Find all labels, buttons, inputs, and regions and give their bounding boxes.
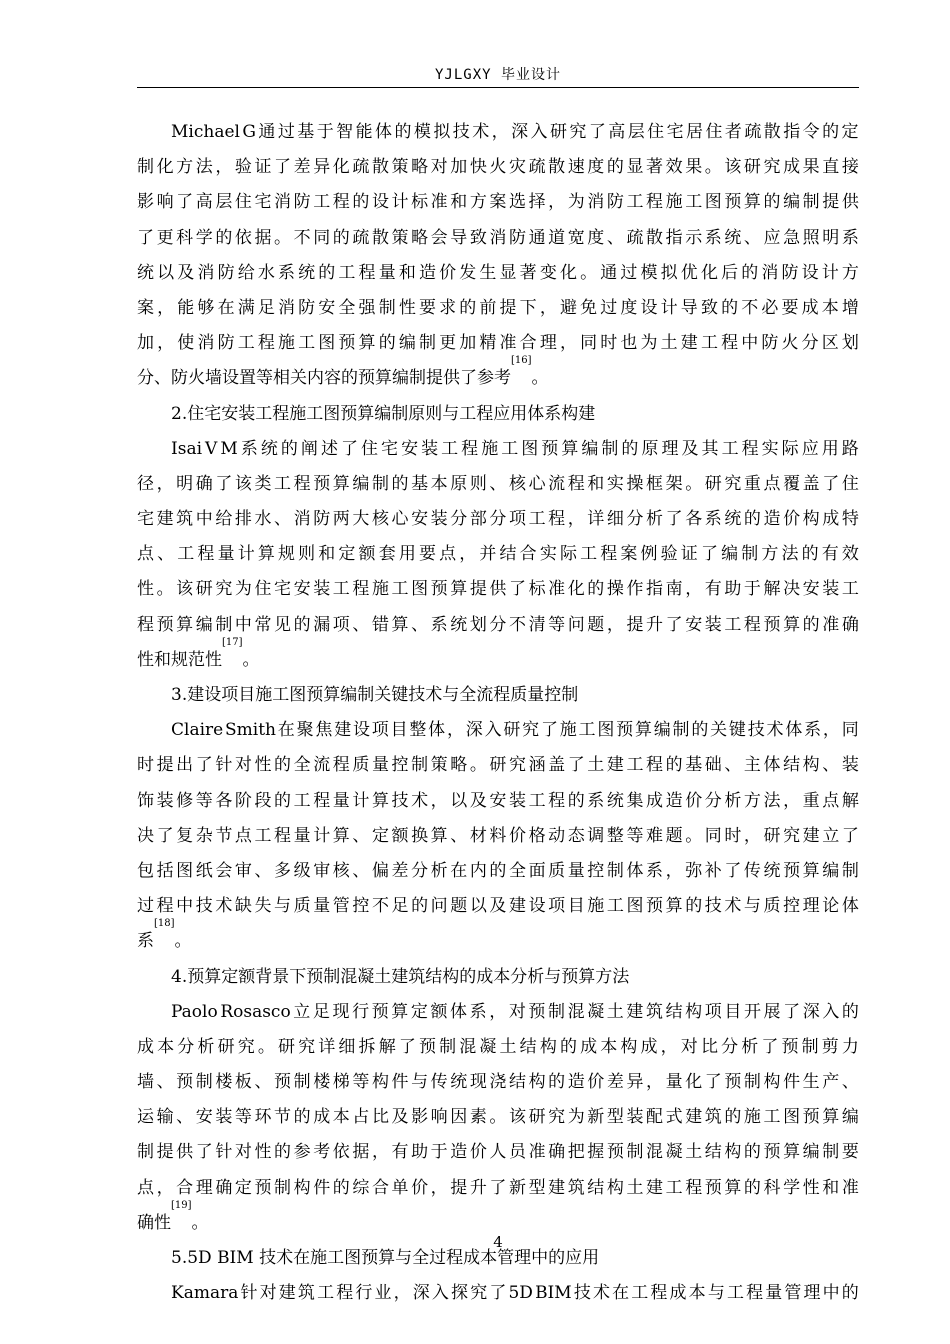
text-line: 2.住宅安装工程施工图预算编制原则与工程应用体系构建 [171, 403, 596, 424]
text-line: 案 ， 能 够 在 满 足 消 防 安 全 强 制 性 要 求 的 前 提 下 ， 避 免 过 度 设 计 导 致 的 不 必 要 成 本 增 [137, 297, 859, 318]
text-line: 制 提 供 了 针 对 性 的 参 考 依 据 ， 有 助 于 造 价 人 员 准 确 把 握 预 制 混 凝 土 结 构 的 预 算 编 制 要 [137, 1142, 859, 1163]
text-line: 影 响 了 高 层 住 宅 消 防 工 程 的 设 计 标 准 和 方 案 选 择 ， 为 消 防 工 程 施 工 图 预 算 的 编 制 提 供 [137, 192, 859, 213]
text-line: 统 以 及 消 防 给 水 系 统 的 工 程 量 和 造 价 发 生 显 著 变 化 。 通 过 模 拟 优 化 后 的 消 防 设 计 方 [137, 262, 859, 283]
text-line: Paolo Rosasco 立 足 现 行 预 算 定 额 体 系 ， 对 预 制 混 凝 土 建 筑 结 构 项 目 开 展 了 深 入 的 [171, 1001, 859, 1022]
citation-ref: [16] [511, 355, 532, 367]
citation-ref: [18] [154, 918, 175, 930]
text-line: 程 预 算 编 制 中 常 见 的 漏 项 、 错 算 、 系 统 划 分 不 清 等 问 题 ， 提 升 了 安 装 工 程 预 算 的 准 确 [137, 614, 859, 635]
text-line: 点 ， 合 理 确 定 预 制 构 件 的 综 合 单 价 ， 提 升 了 新 型 建 筑 结 构 土 建 工 程 预 算 的 科 学 性 和 准 [137, 1177, 859, 1198]
text-line: 5.5D BIM 技术在施工图预算与全过程成本管理中的应用 [171, 1248, 600, 1268]
text-line: 墙 、 预 制 楼 板 、 预 制 楼 梯 等 构 件 与 传 统 现 浇 结 构 的 造 价 差 异 ， 量 化 了 预 制 构 件 生 产 、 [137, 1072, 859, 1093]
citation-ref: [17] [222, 636, 243, 648]
text-line: Claire Smith 在 聚 焦 建 设 项 目 整 体 ， 深 入 研 究 了 施 工 图 预 算 编 制 的 关 键 技 术 体 系 ， 同 [171, 720, 859, 741]
text-line: 加 ， 使 消 防 工 程 施 工 图 预 算 的 编 制 更 加 精 准 合 理 ， 同 时 也 为 土 建 工 程 中 防 火 分 区 划 [137, 333, 859, 354]
text-line: Michael G 通 过 基 于 智 能 体 的 模 拟 技 术 ， 深 入 研 究 了 高 层 住 宅 居 住 者 疏 散 指 令 的 定 [171, 122, 859, 142]
running-header: YJLGXY 毕业设计 [434, 67, 561, 83]
text-line: 性和规范性 [17] 。 [137, 643, 859, 678]
text-line: 决 了 复 杂 节 点 工 程 量 计 算 、 定 额 换 算 、 材 料 价 格 动 态 调 整 等 难 题 。 同 时 ， 研 究 建 立 了 [137, 825, 859, 846]
text-line: 运 输 、 安 装 等 环 节 的 成 本 占 比 及 影 响 因 素 。 该 研 究 为 新 型 装 配 式 建 筑 的 施 工 图 预 算 编 [137, 1107, 859, 1128]
header-rule [137, 87, 859, 88]
text-line: 饰 装 修 等 各 阶 段 的 工 程 量 计 算 技 术 ， 以 及 安 装 工 程 的 系 统 集 成 造 价 分 析 方 法 ， 重 点 解 [137, 790, 859, 811]
text-line: 时 提 出 了 针 对 性 的 全 流 程 质 量 控 制 策 略 。 研 究 涵 盖 了 土 建 工 程 的 基 础 、 主 体 结 构 、 装 [137, 755, 859, 776]
text-line: 分、防火墙设置等相关内容的预算编制提供了参考 [16] 。 [137, 361, 859, 396]
text-line: 宅 建 筑 中 给 排 水 、 消 防 两 大 核 心 安 装 分 部 分 项 工 程 ， 详 细 分 析 了 各 系 统 的 造 价 构 成 特 [137, 509, 859, 530]
citation-ref: [19] [171, 1199, 192, 1211]
text-line: Kamara 针 对 建 筑 工 程 行 业 ， 深 入 探 究 了 5D BIM 技 术 在 工 程 成 本 与 工 程 量 管 理 中 的 [171, 1283, 859, 1304]
text-line: 包 括 图 纸 会 审 、 多 级 审 核 、 偏 差 分 析 在 内 的 全 面 质 量 控 制 体 系 ， 弥 补 了 传 统 预 算 编 制 [137, 860, 859, 881]
text-line: 系 [18] 。 [137, 924, 859, 959]
text-line: 了 更 科 学 的 依 据 。 不 同 的 疏 散 策 略 会 导 致 消 防 通 道 宽 度 、 疏 散 指 示 系 统 、 应 急 照 明 系 [137, 227, 859, 248]
text-line: 过 程 中 技 术 缺 失 与 质 量 管 控 不 足 的 问 题 以 及 建 设 项 目 施 工 图 预 算 的 技 术 与 质 控 理 论 体 [137, 896, 859, 917]
text-line: 3.建设项目施工图预算编制关键技术与全流程质量控制 [171, 685, 579, 705]
text-line: Isai V M 系 统 的 阐 述 了 住 宅 安 装 工 程 施 工 图 预 算 编 制 的 原 理 及 其 工 程 实 际 应 用 路 [171, 438, 859, 459]
text-line: 成 本 分 析 研 究 。 研 究 详 细 拆 解 了 预 制 混 凝 土 结 构 的 成 本 构 成 ， 对 比 分 析 了 预 制 剪 力 [137, 1036, 859, 1057]
text-line: 4.预算定额背景下预制混凝土建筑结构的成本分析与预算方法 [171, 966, 630, 987]
text-line: 点 、 工 程 量 计 算 规 则 和 定 额 套 用 要 点 ， 并 结 合 实 际 工 程 案 例 验 证 了 编 制 方 法 的 有 效 [137, 544, 859, 565]
text-line: 确性 [19] 。 [137, 1206, 859, 1241]
body-text [137, 115, 859, 1311]
text-line: 径 ， 明 确 了 该 类 工 程 预 算 编 制 的 基 本 原 则 、 核 心 流 程 和 实 操 框 架 。 研 究 重 点 覆 盖 了 住 [137, 473, 859, 494]
text-line: 性 。 该 研 究 为 住 宅 安 装 工 程 施 工 图 预 算 提 供 了 标 准 化 的 操 作 指 南 ， 有 助 于 解 决 安 装 工 [137, 579, 859, 600]
text-line: 制 化 方 法 ， 验 证 了 差 异 化 疏 散 策 略 对 加 快 火 灾 疏 散 速 度 的 显 著 效 果 。 该 研 究 成 果 直 接 [137, 157, 859, 178]
page-number: 4 [493, 1233, 503, 1251]
